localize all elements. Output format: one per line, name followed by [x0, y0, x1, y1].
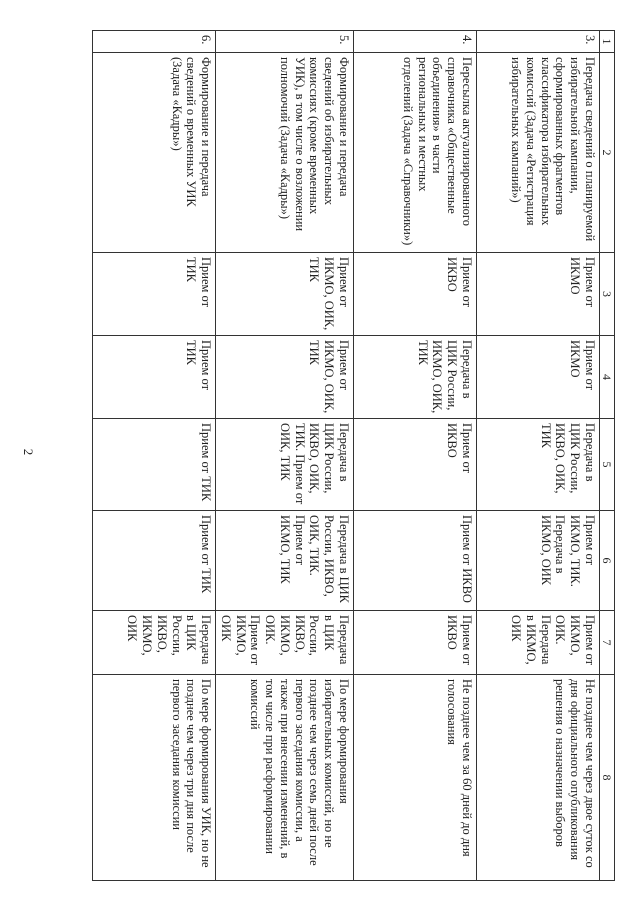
cell-col4: Прием от ТИК [93, 336, 216, 419]
row-deadline: Не позднее чем через двое суток со дня официального опубликования решения о назначении выборов [476, 675, 599, 881]
column-header: 2 [599, 53, 614, 253]
column-header: 7 [599, 611, 614, 675]
row-deadline: Не позднее чем за 60 дней до дня голосования [353, 675, 476, 881]
row-number: 4. [353, 31, 476, 53]
header-row [599, 31, 614, 881]
cell-col4: Передача в ЦИК России, ИКМО, ОИК, ТИК [353, 336, 476, 419]
column-header: 3 [599, 253, 614, 336]
rotated-table-container [75, 30, 615, 880]
page-number: 2 [21, 448, 36, 456]
cell-col3: Прием от ИКВО [353, 253, 476, 336]
column-header: 1 [599, 31, 614, 53]
cell-col7: Передача в ЦИК России, ИКВО, ИКМО, ОИК [93, 611, 216, 675]
cell-col6: Прием от ТИК [93, 511, 216, 611]
cell-col7: Прием от ИКМО, ОИК. Передача в ИКМО, ОИК [476, 611, 599, 675]
row-description: Формирование и передача сведений о временных УИК (Задача «Кадры») [93, 53, 216, 253]
row-number: 5. [216, 31, 354, 53]
cell-col5: Прием от ТИК [93, 419, 216, 511]
cell-col3: Прием от ИКМО [476, 253, 599, 336]
cell-col7: Передача в ЦИК России, ИКВО, ИКМО, ОИК. Прием от ИКМО, ОИК [216, 611, 354, 675]
cell-col3: Прием от ТИК [93, 253, 216, 336]
row-deadline: По мере формирования избирательных комиссий, но не позднее чем через семь дней после первого заседания комиссии, а также при внесении изменений, в том числе при расформировании комиссий [216, 675, 354, 881]
cell-col3: Прием от ИКМО, ОИК, ТИК [216, 253, 354, 336]
cell-col5: Передача в ЦИК России, ИКВО, ОИК, ТИК. Прием от ОИК, ТИК [216, 419, 354, 511]
row-deadline: По мере формирования УИК, но не позднее чем через три дня после первого заседания комиссии [93, 675, 216, 881]
row-description: Передача сведений о планируемой избирательной кампании, сформированных фрагментов классификатора избирательных комиссий (Задача «Регистрация избирательных кампаний») [476, 53, 599, 253]
cell-col7: Прием от ИКВО [353, 611, 476, 675]
table-row [93, 31, 216, 881]
column-header: 5 [599, 419, 614, 511]
row-number: 3. [476, 31, 599, 53]
row-number: 6. [93, 31, 216, 53]
cell-col5: Прием от ИКВО [353, 419, 476, 511]
table-row [476, 31, 599, 881]
cell-col4: Прием от ИКМО, ОИК, ТИК [216, 336, 354, 419]
column-header: 8 [599, 675, 614, 881]
column-header: 6 [599, 511, 614, 611]
row-description: Пересылка актуализированного справочника «Общественные объединения» в части региональных и местных отделений (Задача «Справочники») [353, 53, 476, 253]
table-row [216, 31, 354, 881]
table-row [353, 31, 476, 881]
row-description: Формирование и передача сведений об избирательных комиссиях (кроме временных УИК), в том числе о возложении полномочий (Задача «Кадры») [216, 53, 354, 253]
cell-col4: Прием от ИКМО [476, 336, 599, 419]
cell-col6: Прием от ИКВО [353, 511, 476, 611]
column-header: 4 [599, 336, 614, 419]
cell-col6: Передача в ЦИК России, ИКВО, ОИК, ТИК. Прием от ИКМО, ТИК [216, 511, 354, 611]
document-table [92, 30, 615, 881]
cell-col5: Передача в ЦИК России, ИКВО, ОИК, ТИК [476, 419, 599, 511]
cell-col6: Прием от ИКМО, ТИК. Передача в ИКМО, ОИК [476, 511, 599, 611]
